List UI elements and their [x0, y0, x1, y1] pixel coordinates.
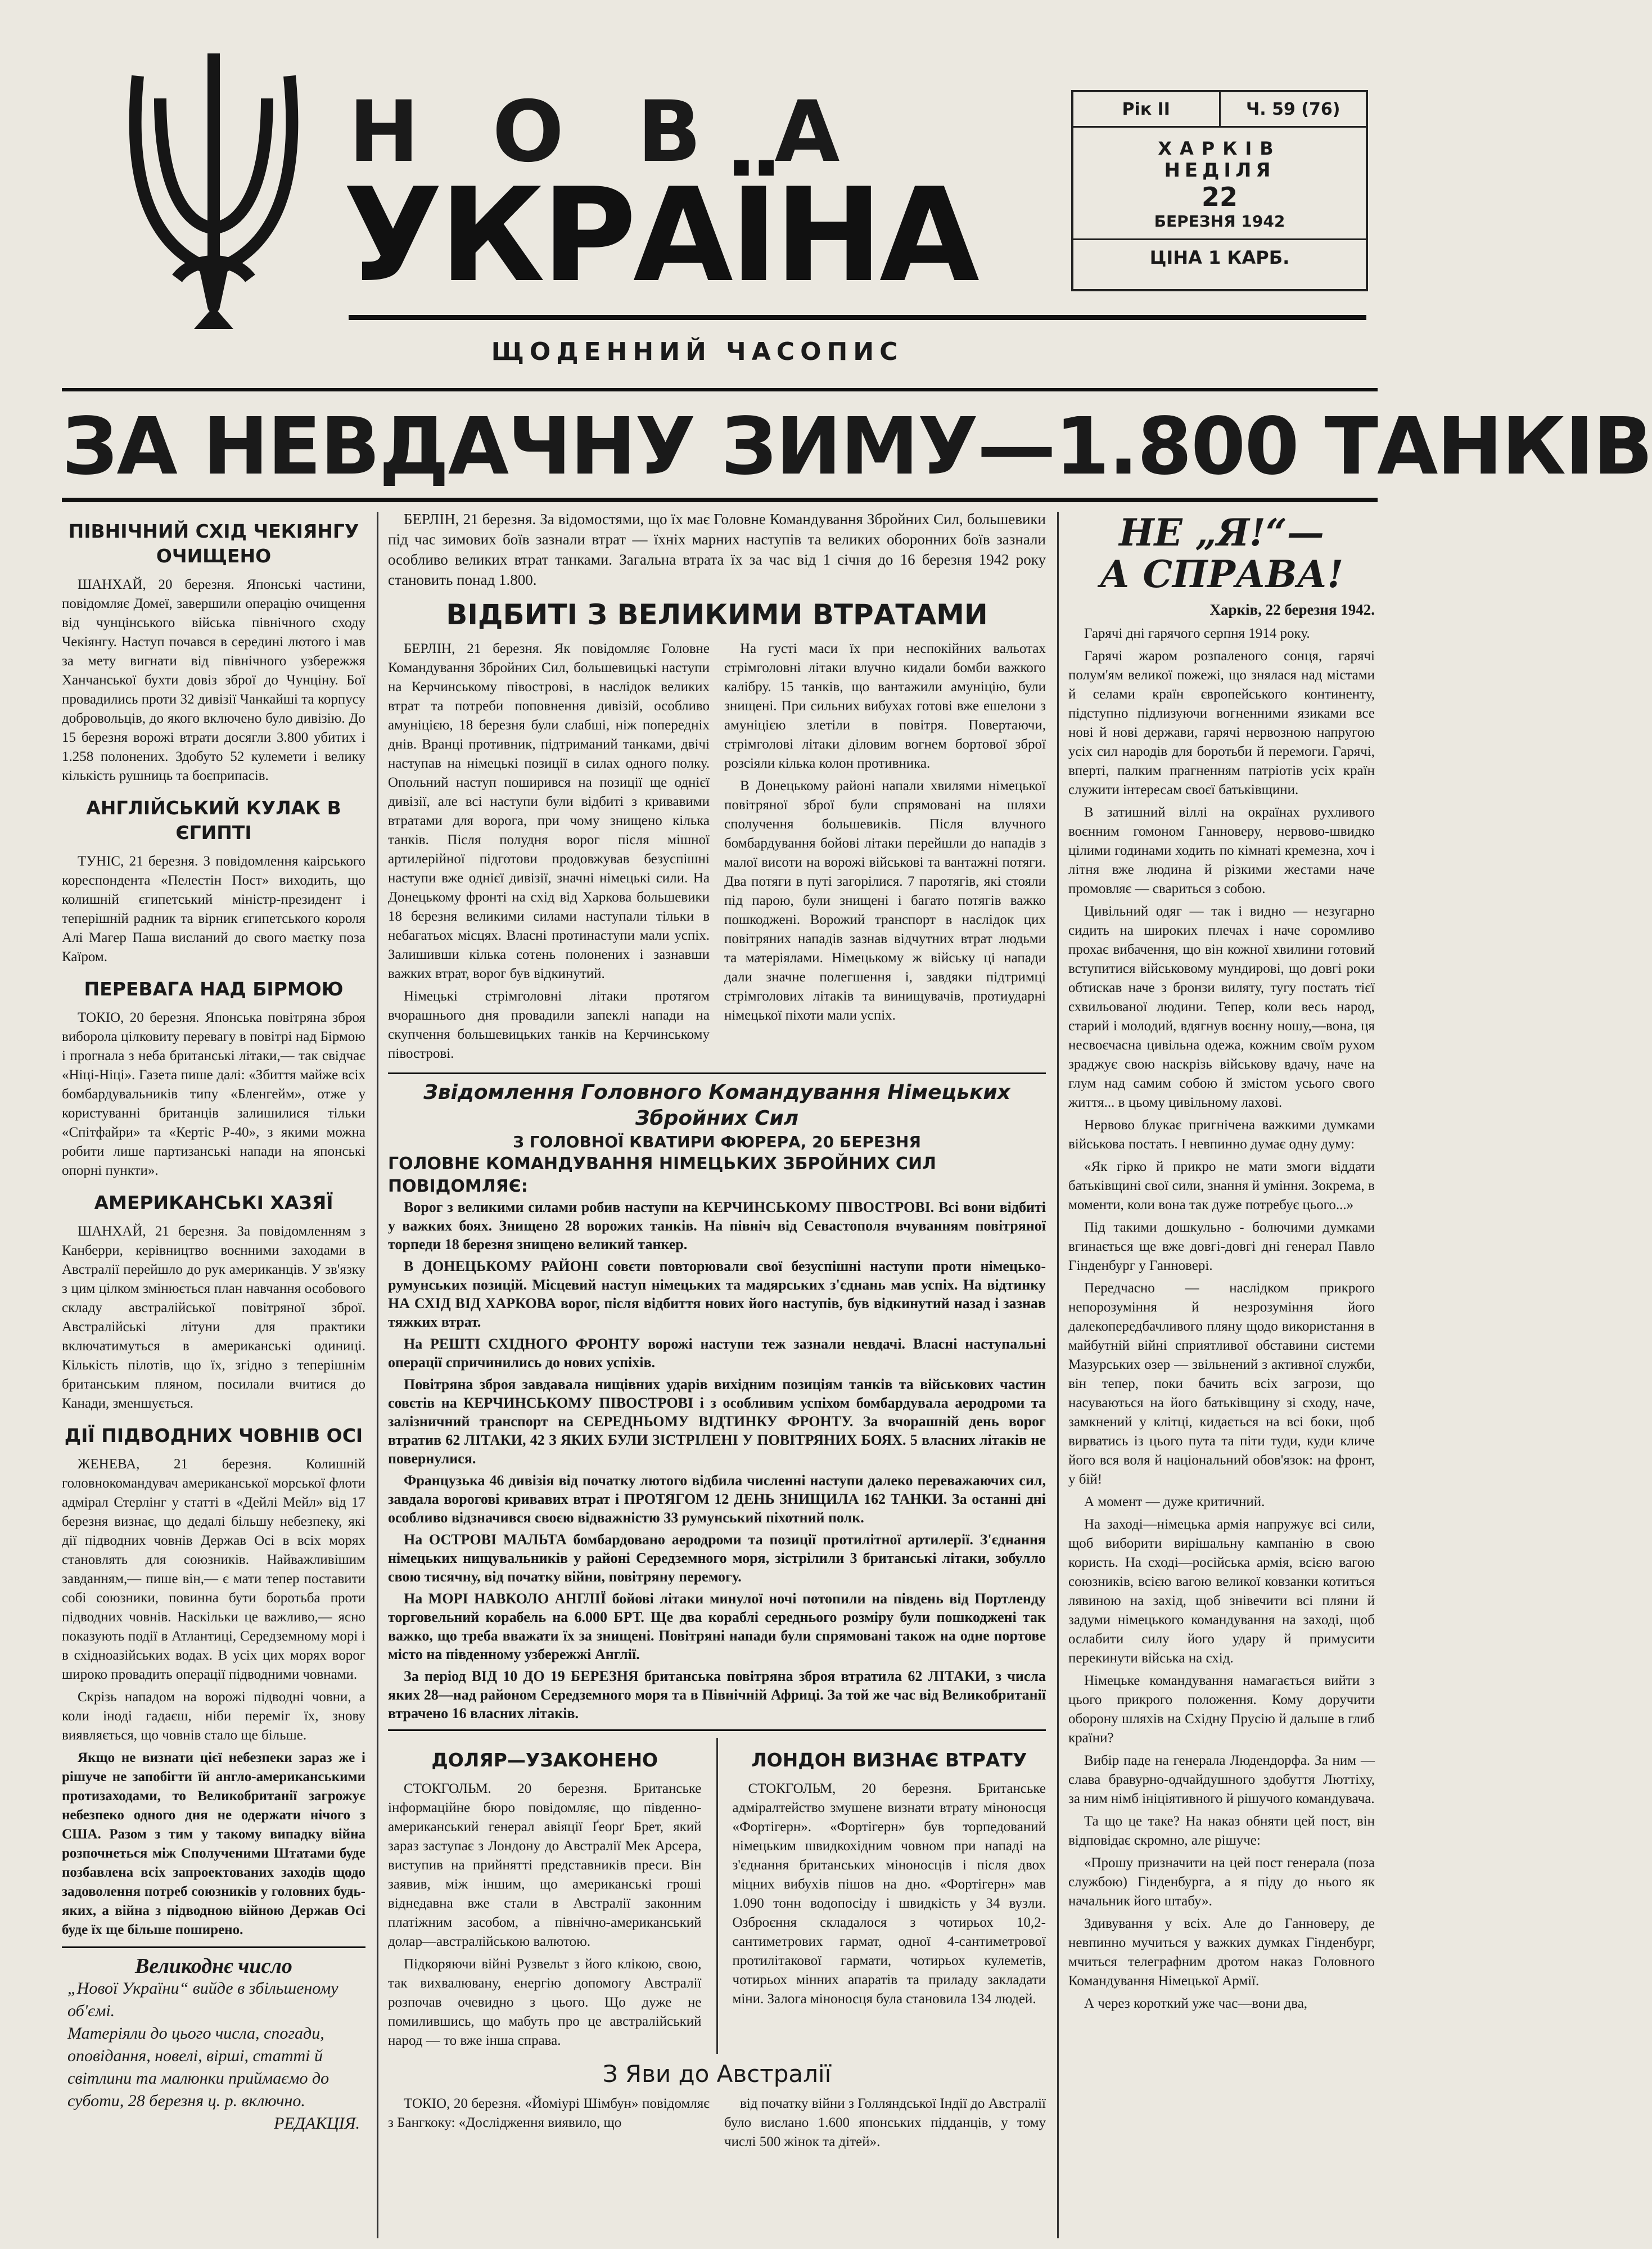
editorial-paragraph: «Прошу призначити на цей пост генерала (поза службою) Гінденбурга, а я піду до нього як начальник його штабу».: [1068, 1855, 1375, 1909]
article-body: СТОКГОЛЬМ. 20 березня. Британське інформаційне бюро повідомляє, що південно-американський генерал авіяції Ґеорґ Брет, який зараз заступає з Лондону до Австралії Мек Арсера, виступив на прийнятті представників преси. Він заявив, між іншим, що американські гроші віднедавна вже стали в Австралії законним платіжним засобом, а північно-американський долар—австралійською валютою.: [388, 1781, 702, 1949]
report-paragraph: На ОСТРОВІ МАЛЬТА бомбардовано аеродроми та позиції протилітної артилерії. З'єднання німецьких нищувальників у районі Середземного моря, зістрілили 3 британські літаки, зобулло свою тисячну, від початку війни, повітряну перемогу.: [388, 1531, 1046, 1585]
editorial-paragraph: Нервово блукає пригнічена важкими думками військова постать. І невпинно думає одну думу:: [1068, 1117, 1375, 1152]
notice-title: Великоднє число: [135, 1954, 292, 1978]
article-body: ТУНІС, 21 березня. З повідомлення каірського кореспондента «Пелестін Пост» виходить, що колишній єгипетський міністр-президент і теперішній радник та вірник єгипетського короля Алі Магер Паша висланий до свого маєтку поза Каїром.: [62, 854, 365, 964]
editorial-paragraph: Гарячі жаром розпаленого сонця, гарячі полум'ям великої пожежі, що знялася над містами й селами країн європейського континенту, підступно підлизуючи вогненними язиками все нові й нові держави, гарячі нервозною напругою усіх сил народів для боротьби й перемоги. Гарячі, вперті, палким прагненням патріотів усіх країн служити інтересам своєї батьківщини.: [1068, 648, 1375, 797]
article-title: ПЕРЕВАГА НАД БІРМОЮ: [84, 978, 344, 1000]
editorial-paragraph: В затишний віллі на окраїнах рухливого воєнним гомоном Ганноверу, нервово-швидко цілими годинами ходить по кімнаті кремезна, хоч і літня вже людина й різкими жестами наче промовляє — свариться з собою.: [1068, 805, 1375, 896]
article-columns: [388, 2094, 1046, 2155]
article-title: ДОЛЯР—УЗАКОНЕНО: [431, 1749, 658, 1771]
report-paragraph: За період ВІД 10 ДО 19 БЕРЕЗНЯ британська повітряна зброя втратила 62 ЛІТАКИ, з числа яких 28—над районом Середземного моря та в Північній Африці. За той же час від Великобританії втрачено 16 власних літаків.: [388, 1668, 1046, 1721]
article-title: АМЕРИКАНСЬКІ ХАЗЯЇ: [94, 1192, 333, 1214]
editorial-paragraph: Здивування у всіх. Але до Ганноверу, де невпинно мучиться у важких думках Гінденбург, мчиться телеграфним дротом наказ Головного Командування Німецької Армії.: [1068, 1916, 1375, 1989]
article-title: ВІДБИТІ З ВЕЛИКИМИ ВТРАТАМИ: [446, 598, 988, 631]
article-body: ЖЕНЕВА, 21 березня. Колишній головнокомандувач американської морської флоти адмірал Стерлінг у статті в «Дейлі Мейл» від 17 березня визнає, що дедалі більшу небезпеку, які дії підводних човнів Держав Осі в всіх морях становлять для союзників. Найважливішим завданням,— пише він,— є мати тепер поставити собі союзники, повинна бути боротьба проти підводних човнів. Наскільки це важливо,— ясно показують події в Атлантиці, Середземному морі і в східноазійських водах. В усіх цих морях ворог широко провадить операції підводними човнами.: [62, 1457, 365, 1682]
editorial-paragraph: Передчасно — наслідком прикрого непорозуміння й незрозуміння його далекопередбачливого пляну щодо використання в майбутній війні сприятливої обставини системи Мазурських озер — звільнений з активної служби, він тепер, поки бачить всіх загрози, що насуваються на його батьківщину зі сходу, наче, замкнений у клітці, кидається на всі боки, щоб вирватись із цього пута та піти туди, куди кличе його вся воля й національний обов'язок: на фронт, у бій!: [1068, 1281, 1375, 1487]
article-body: СТОКГОЛЬМ, 20 березня. Британське адміралтейство змушене визнати втрату міноносця «Фортігерн». «Фортігерн» був торпедований німецьким швидкохідним човном при нападі на з'єднання британських міноносців і після двох міцних вибухів пішов на дно. «Фортігерн» мав 1.090 тонн водопосіду і швидкість у 34 вузли. Озброєння складалося з чотирьох 10,2-сантиметрових гармат, одної 4-сантиметрової протилітакової гармати, чотирьох кулеметів, чотирьох мінних апаратів та приладу закладати міни. Залога міноносця була становила 134 людей.: [732, 1781, 1046, 2007]
article-body: Підкоряючи війні Рузвельт з його клікою, свою, так вихвалювану, енергію допомогу Австралії розпочав очевидно з цього. Що дуже не помилившись, що мабуть про це австралійський народ — то вже інша справа.: [388, 1957, 702, 2048]
center-column: [388, 509, 1046, 2155]
masthead-title: УКРАЇНА: [343, 161, 976, 311]
headline-bottom-rule: [62, 498, 1378, 502]
issue-number: Ч. 59 (76): [1219, 92, 1366, 126]
report-lead: ГОЛОВНЕ КОМАНДУВАННЯ НІМЕЦЬКИХ ЗБРОЙНИХ СИЛ ПОВІДОМЛЯЄ:: [388, 1154, 936, 1196]
masthead-rule: [349, 315, 1366, 320]
column-divider: [1057, 512, 1059, 2238]
notice-text: „Нової України“ вийде в збільшеному об'ємі.: [67, 1979, 338, 2020]
article-columns: [388, 639, 1046, 1067]
issue-info-box: [1071, 90, 1368, 291]
editorial-paragraph: А через короткий уже час—вони два,: [1084, 1996, 1308, 2011]
notice-text: Матеріяли до цього числа, спогади, оповідання, новелі, вірші, статті й світлини та малюнки приймаємо до суботи, 28 березня ц. р. включно.: [67, 2024, 330, 2110]
article-body: ТОКІО, 20 березня. Японська повітряна зброя виборола цілковиту перевагу в повітрі над Бірмою і прогнала з неба британські літаки,— так свідчає «Ніці-Ніці». Газета пише далі: «Збиття майже всіх бомбардувальників типу «Бленгейм», отже у користуванні британців залишилися тільки «Спітфайри» та «Кертіс Р-40», з якими можна робити лише партизанські напади на японські опорні пункти».: [62, 1010, 365, 1178]
masthead-title-top: НОВА: [349, 83, 913, 181]
editorial-paragraph: Та що це таке? На наказ обняти цей пост, він відповідає скромно, але рішуче:: [1068, 1814, 1375, 1848]
masthead-subtitle: ЩОДЕННИЙ ЧАСОПИС: [491, 337, 904, 366]
report-paragraph: В ДОНЕЦЬКОМУ РАЙОНІ совєти повторювали свої безуспішні наступи проти німецько-румунських позицій. Місцевий наступ німецьких та мадярських з'єднань мав успіх. На відтинку НА СХІД ВІД ХАРКОВА ворог, після відбиття нових його наступів, був відкинутий назад і зазнав тяжких втрат.: [388, 1258, 1046, 1330]
lead-article: БЕРЛІН, 21 березня. За відомостями, що їх має Головне Командування Збройних Сил, большевики під час зимових боїв зазнали втрат — їхніх марних наступів та великих оборонних боїв зазнали особливо великих втрат танками. Загальна втрата їх за час від 1 січня до 16 березня 1942 року становить понад 1.800.: [388, 511, 1046, 588]
report-subtitle: З ГОЛОВНОЇ КВАТИРИ ФЮРЕРА, 20 БЕРЕЗНЯ: [513, 1133, 921, 1151]
article-title: ДІЇ ПІДВОДНИХ ЧОВНІВ ОСІ: [64, 1425, 363, 1446]
issue-city: ХАРКІВ: [1158, 138, 1281, 159]
article-body: БЕРЛІН, 21 березня. Як повідомляє Головне Командування Збройних Сил, большевицькі наступи на Керчинському півострові, в наслідок великих втрат та потреби поповнення дивізій, особливо амуніцією, 18 березня були слабші, ніж попередніх днів. Вранці противник, підтриманий танками, двічі наступав на німецькі позиції в силах одного полку. Опольний наступ поширився на позиції ще однієї дивізії, але всі наступи були відбиті з кривавими втратами для ворога, при чому знищено кілька танків. Після полудня ворог після мішної артилерійної підготови продовжував безуспішні наступи вже однієї дивізії, значні німецькі сили. На Донецькому фронті на схід від Харкова большевики 18 березня великими силами наступали тільки в небагатьох місцях. Власні протинаступи мали успіх. Залишивши кілька сотень полонених і зазнавши важких втрат, ворог був відкинутий.: [388, 641, 710, 981]
editorial-paragraph: На заході—німецька армія напружує всі сили, щоб виборити вирішальну кампанію в свою користь. На сході—російська армія, всією вагою союзників, всією вагою великої ковзанки котиться лявиною на захід, щоб знівечити всі пляни й задуми німецького командування на заході, щоб ослабити силу його удару й примусити перекинути війська на схід.: [1068, 1517, 1375, 1666]
editorial-paragraph: Гарячі дні гарячого серпня 1914 року.: [1084, 626, 1310, 641]
editorial-title-line2: А СПРАВА!: [1099, 552, 1344, 596]
report-paragraph: На РЕШТІ СХІДНОГО ФРОНТУ ворожі наступи теж зазнали невдачі. Власні наступальні операції спричинились до нових успіхів.: [388, 1336, 1046, 1371]
editorial-paragraph: Під такими дошкульно - болючими думками вгинається ще вже довгі-довгі дні генерал Павло Гінденбург у Ганновері.: [1068, 1220, 1375, 1273]
issue-day: 22: [1201, 182, 1238, 212]
editorial-title-line1: НЕ „Я!“—: [1119, 511, 1324, 555]
report-paragraph: Ворог з великими силами робив наступи на КЕРЧИНСЬКОМУ ПІВОСТРОВІ. Всі вони відбиті у важких боях. Знищено 28 ворожих танків. На північ від Севастополя вчуванням повітряної торпеди 18 березня знищено великий танкер.: [388, 1199, 1046, 1252]
right-column: [1068, 512, 1375, 2017]
editorial-dateline: Харків, 22 березня 1942.: [1209, 601, 1375, 618]
editorial-paragraph: Цивільний одяг — так і видно — незугарно сидить на широких плечах і наче соромливо прохає вибачення, що він кожної хвилини готовий вступитися військовому мундирові, що довгі роки обтискав наче з бронзи виляту, тугу постать тієї схвильованої людини. Тепер, коли весь народ, старий і молодий, вдягнув воєнну ношу,—вона, ця несвоєчасна цивільна одежа, кожним своїм рухом зраджує свою наскрізь військову вдачу, наче на глум над самим собою й змістом усього свого життя... в цьому цивільному лахові.: [1068, 904, 1375, 1110]
easter-notice: [62, 1955, 365, 2135]
article-title: ЛОНДОН ВИЗНАЄ ВТРАТУ: [751, 1749, 1027, 1771]
report-paragraph: Французька 46 дивізія від початку лютого відбила численні наступи далеко переважаючих сил, завдала ворогові кривавих втрат і ПРОТЯГОМ 12 ДЕНЬ ЗНИЩИЛА 162 ТАНКИ. За останні дні особливо відзначився своєю відважністю 33 румунський піхотний полк.: [388, 1472, 1046, 1526]
bottom-articles: [388, 1738, 1046, 2054]
editorial-paragraph: Німецьке командування намагається вийти з цього прикрого положення. Кому доручити оборону шляхів на Східну Прусію й дальше в глиб країни?: [1068, 1673, 1375, 1746]
article-body: Скрізь нападом на ворожі підводні човни, а коли іноді гадаєш, ніби переміг їх, знову виявляється, що човнів стало ще більше.: [62, 1689, 365, 1743]
report-paragraph: Повітряна зброя завдавала нищівних ударів вихідним позиціям танків та військових частин совєтів на КЕРЧИНСЬКОМУ ПІВОСТРОВІ і з особливим успіхом бомбардувала аеродроми та залізничний транспорт на СЕРЕДНЬОМУ ВІДТИНКУ ФРОНТУ. За вчорашній день ворог втратив 62 ЛІТАКИ, 42 З ЯКИХ БУЛИ ЗІСТРІЛЕНІ У ПОВІТРЯНИХ БОЯХ. 5 власних літаків не повернулися.: [388, 1376, 1046, 1467]
issue-date: БЕРЕЗНЯ 1942: [1154, 212, 1285, 231]
headline-top-rule: [62, 388, 1378, 391]
article-body: ШАНХАЙ, 21 березня. За повідомленням з Канберри, керівництво воєнними заходами в Австралії перейшло до рук американців. У зв'язку з цим цілком змінюється план навчання особового складу австралійської повітряної зброї. Австралійські літуни для практики включатимуться в американські одиниці. Кількість пілотів, що їх, згідно з теперішнім британським пляном, посилали вчитися до Канади, зменшується.: [62, 1224, 365, 1411]
notice-signature: РЕДАКЦІЯ.: [274, 2114, 360, 2133]
article-body: Якщо не визнати цієї небезпеки зараз же і рішуче не запобігти їй англо-американськими протизаходами, то Великобританії загрожує небезпеко одного дня не одержати нічого з США. Разом з тим у такому випадку війна розпочнеться між Сполученими Штатами буде позбавлена всіх запроектованих заходів щодо задоволення потреб союзників у головних будь-яких, а війна з підводною війною Держав Осі буде їх ще більше поширено.: [62, 1750, 365, 1937]
article-body: Німецькі стрімголовні літаки протягом вчорашнього дня провадили запеклі напади на скупчення большевицьких танків на Керчинському півострові.: [388, 989, 710, 1061]
editorial-paragraph: А момент — дуже критичний.: [1084, 1494, 1265, 1509]
editorial-paragraph: «Як гірко й прикро не мати змоги віддати батьківщині свої сили, знання й уміння. Зокрема, в моменти, коли вона так дуже потребує цього...»: [1068, 1159, 1375, 1213]
article-title: З Яви до Австралії: [602, 2060, 832, 2088]
left-column: [62, 509, 365, 2135]
article-body: від початку війни з Голляндської Індії до Австралії було вислано 1.600 японських підданців, у тому числі 500 жінок та дітей».: [724, 2096, 1046, 2149]
article-body: В Донецькому районі напали хвилями німецької повітряної зброї були спрямовані на шляхи сполучення большевиків. Після влучного бомбардування бойові літаки перейшли до нападів з малої висоти на ворожі військові та вантажні потяги. Два потяги в путі загорілися. 7 паротягів, які стояли під парою, були знищені і багато потягів важко пошкоджені. Ворожий транспорт в наслідок цих повітряних нападів зазнав відчутних втрат людьми та матеріялами. Німецькому ж війську ці напади дали значне полегшення і, завдяки підтримці стрімголових літаків та винищувачів, протиударні німецької піхоти мали успіх.: [724, 778, 1046, 1023]
main-headline: ЗА НЕВДАЧНУ ЗИМУ—1.800 ТАНКІВ: [62, 401, 1652, 493]
editorial-paragraph: Вибір паде на генерала Людендорфа. За ним — слава бравурно-одчайдушного здобуття Люттіху, за ним німб ініціятивного й рішучого командувача.: [1068, 1753, 1375, 1806]
article-title: АНГЛІЙСЬКИЙ КУЛАК В ЄГИПТІ: [86, 797, 341, 844]
issue-weekday: НЕДІЛЯ: [1164, 159, 1275, 182]
report-title: Звідомлення Головного Командування Німецьких Збройних Сил: [423, 1081, 1010, 1130]
issue-price: ЦІНА 1 КАРБ.: [1149, 247, 1290, 268]
report-paragraph: На МОРІ НАВКОЛО АНГЛІЇ бойові літаки минулої ночі потопили на південь від Портленду торговельний корабель на 6.000 БРТ. Ще два кораблі середнього розміру були пошкоджені так важко, що треба вважати їх за знищені. Повітряні напади були спрямовані також на одне портове місто на південному узбережжі Англії.: [388, 1590, 1046, 1662]
column-divider: [377, 512, 378, 2238]
article-body: ШАНХАЙ, 20 березня. Японські частини, повідомляє Домеї, завершили операцію очищення від чунцінського війська північного сходу Чекіянгу. Наступ почався в середині лютого і мав за мету вигнати від північного узбережжя Ханчанської бухти довіз зброї до Чунціну. Бої провадились проти 32 дивізії Чанкайші та корпусу добровольців, до якого включено було дивізію. До 15 березня ворожі втрати досягли 3.800 убитих і 1.258 полонених. Здобуто 52 кулемети і велику кількість рушниць та боєприпасів.: [62, 577, 365, 783]
article-body: На густі маси їх при неспокійних вальотах стрімголовні літаки влучно кидали бомби важкого калібру. 15 танків, що вантажили амуніцію, були знищені. При сильних вибухах готові вже ешелони з амуніцією злетіли в повітря. Повертаючи, стрімголові літаки діловим вогнем бортової зброї розсіяли кілька колон противника.: [724, 641, 1046, 771]
article-body: ТОКІО, 20 березня. «Йоміурі Шімбун» повідомляє з Бангкоку: «Дослідження виявило, що: [388, 2096, 710, 2130]
article-title: ПІВНІЧНИЙ СХІД ЧЕКІЯНГУ ОЧИЩЕНО: [68, 520, 359, 567]
issue-year: Рік II: [1122, 99, 1170, 119]
trident-emblem-icon: [121, 42, 306, 335]
